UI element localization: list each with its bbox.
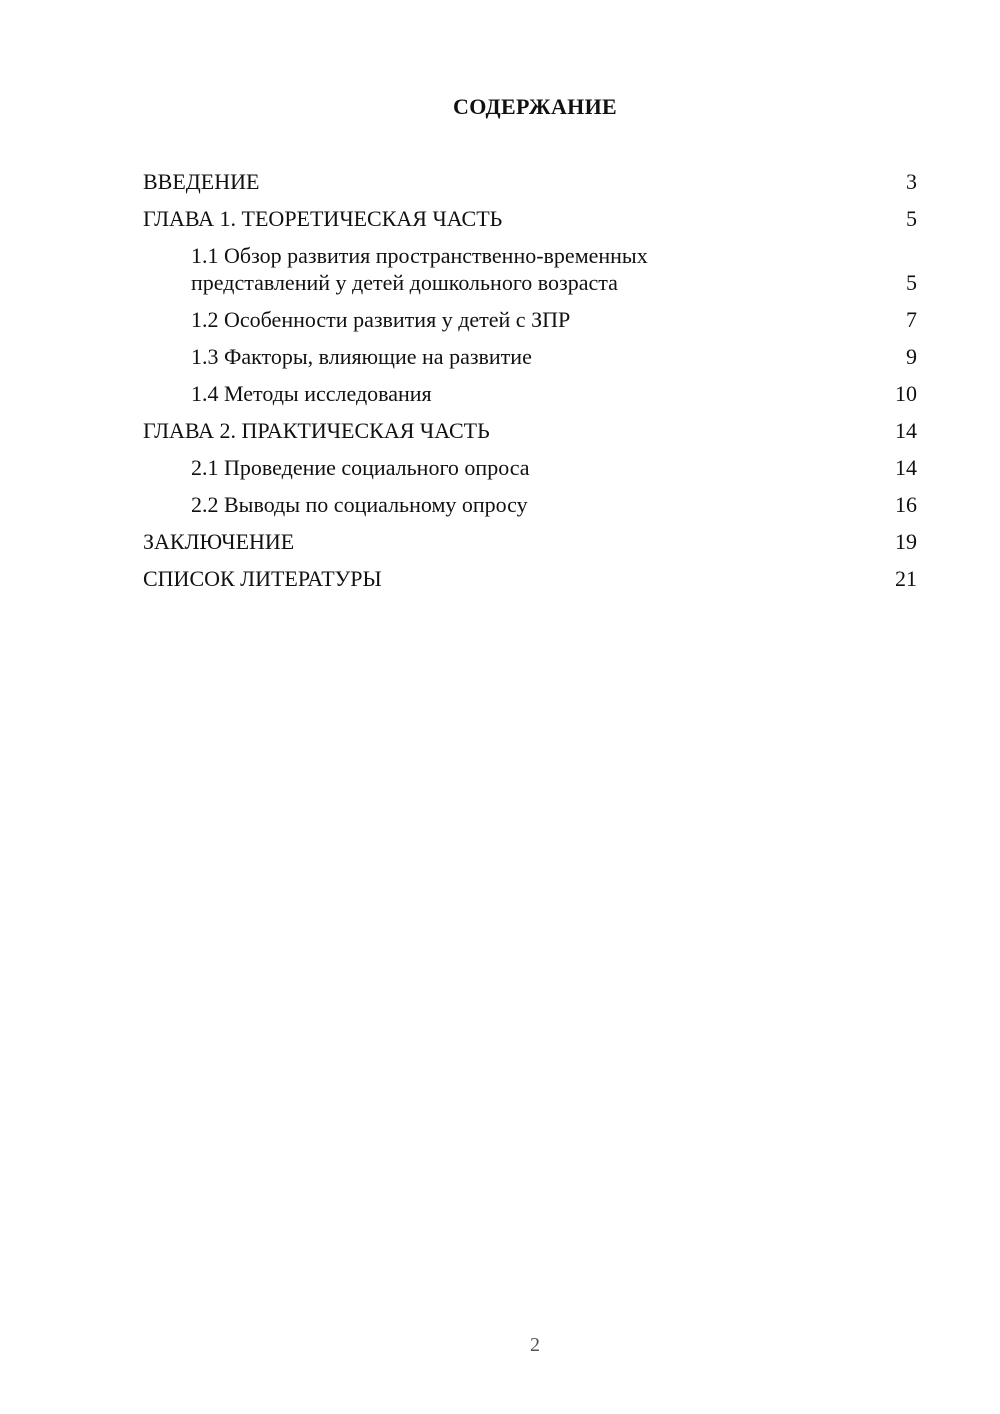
toc-entry-page: 9: [906, 344, 917, 369]
toc-entry-page: 3: [906, 169, 917, 194]
toc-entry-title: 1.4 Методы исследования: [191, 381, 432, 406]
toc-entry-page: 5: [906, 206, 917, 231]
toc-entry-page: 21: [895, 566, 917, 591]
toc-entry-title: ВВЕДЕНИЕ: [143, 169, 260, 194]
toc-entry-title: 1.3 Факторы, влияющие на развитие: [191, 344, 532, 369]
toc-entry[interactable]: [143, 343, 917, 370]
toc-entry[interactable]: [143, 417, 917, 444]
toc-entry-page: 16: [895, 492, 917, 517]
toc-entry[interactable]: [143, 380, 917, 407]
page-number: 2: [530, 1334, 540, 1356]
toc-entry-title: 2.2 Выводы по социальному опросу: [191, 492, 528, 517]
toc-entry-page: 14: [895, 455, 917, 480]
toc-entry[interactable]: [143, 205, 917, 232]
toc-entry-title: 2.1 Проведение социального опроса: [191, 455, 530, 480]
page-title: СОДЕРЖАНИЕ: [453, 94, 617, 119]
toc-entry-page: 19: [895, 529, 917, 554]
toc-entry[interactable]: [143, 242, 917, 296]
toc-entry-page: 7: [906, 307, 917, 332]
toc-entry[interactable]: [143, 528, 917, 555]
toc-entry-title: СПИСОК ЛИТЕРАТУРЫ: [143, 566, 382, 591]
toc-entry-page: 5: [906, 270, 917, 295]
toc-entry-title: ЗАКЛЮЧЕНИЕ: [143, 529, 295, 554]
toc-entry-page: 14: [895, 418, 917, 443]
toc-entry[interactable]: [143, 168, 917, 195]
toc-entry[interactable]: [143, 454, 917, 481]
toc-entry-page: 10: [895, 381, 917, 406]
toc-entry-title: ГЛАВА 1. ТЕОРЕТИЧЕСКАЯ ЧАСТЬ: [143, 206, 503, 231]
toc-entry[interactable]: [143, 306, 917, 333]
toc-entry[interactable]: [143, 565, 917, 592]
table-of-contents: [143, 168, 917, 602]
toc-entry-title: ГЛАВА 2. ПРАКТИЧЕСКАЯ ЧАСТЬ: [143, 418, 490, 443]
toc-entry-title: 1.1 Обзор развития пространственно-временных представлений у детей дошкольного возраста: [191, 243, 648, 295]
toc-entry-title: 1.2 Особенности развития у детей с ЗПР: [191, 307, 571, 332]
toc-entry[interactable]: [143, 491, 917, 518]
